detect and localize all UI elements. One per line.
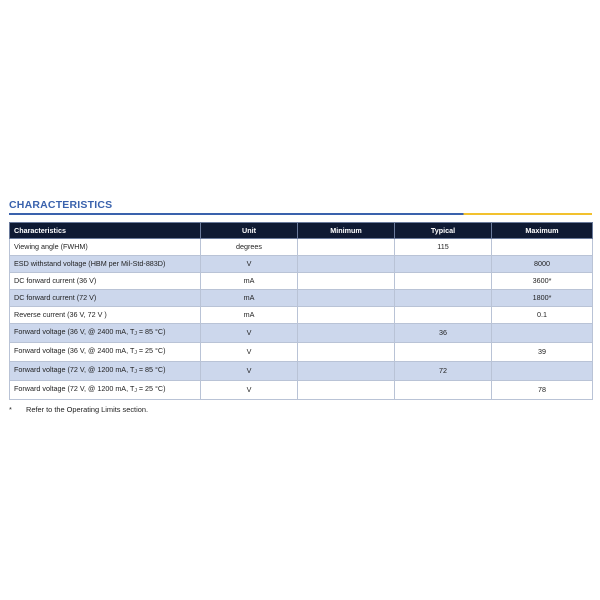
cell-minimum [298,290,395,307]
cell-maximum: 78 [492,381,593,400]
cell-minimum [298,381,395,400]
cell-unit: V [201,343,298,362]
cell-minimum [298,343,395,362]
table-row [10,343,593,362]
table-row [10,239,593,256]
cell-unit: V [201,324,298,343]
cell-minimum [298,307,395,324]
cell-characteristic: DC forward current (72 V) [10,290,201,307]
cell-characteristic [10,362,201,381]
table-row [10,273,593,290]
footnote [9,405,592,414]
cell-unit: mA [201,273,298,290]
cell-unit: V [201,256,298,273]
cell-characteristic: ESD withstand voltage (HBM per Mil-Std-883D) [10,256,201,273]
cell-typical [395,381,492,400]
cell-unit: V [201,381,298,400]
cell-typical [395,307,492,324]
characteristic-text: Forward voltage (72 V, @ 1200 mA, T [14,384,135,393]
cell-characteristic: DC forward current (36 V) [10,273,201,290]
cell-maximum: 0.1 [492,307,593,324]
cell-minimum [298,324,395,343]
cell-characteristic [10,324,201,343]
junction-subscript: J [134,350,137,356]
cell-maximum [492,362,593,381]
cell-typical [395,273,492,290]
table-row [10,307,593,324]
cell-unit: degrees [201,239,298,256]
characteristic-text: Forward voltage (36 V, @ 2400 mA, T [14,327,135,336]
cell-characteristic: Viewing angle (FWHM) [10,239,201,256]
footnote-mark: * [9,405,12,414]
cell-characteristic: Reverse current (36 V, 72 V ) [10,307,201,324]
cell-unit: V [201,362,298,381]
cell-maximum: 1800* [492,290,593,307]
section-title: CHARACTERISTICS [9,199,113,211]
characteristic-text-end: = 85 °C) [136,327,166,336]
cell-minimum [298,256,395,273]
cell-maximum [492,324,593,343]
header-minimum: Minimum [298,223,395,239]
cell-typical [395,343,492,362]
table-header-row [10,223,593,239]
cell-characteristic [10,381,201,400]
characteristics-table [9,222,593,400]
cell-typical: 36 [395,324,492,343]
cell-maximum: 39 [492,343,593,362]
cell-minimum [298,362,395,381]
cell-minimum [298,273,395,290]
title-underline [9,213,592,215]
table-row [10,256,593,273]
cell-maximum [492,239,593,256]
characteristic-text: Forward voltage (72 V, @ 1200 mA, T [14,365,135,374]
cell-typical: 115 [395,239,492,256]
junction-subscript: J [134,369,137,375]
cell-typical [395,290,492,307]
table-row [10,381,593,400]
table-row [10,324,593,343]
cell-unit: mA [201,290,298,307]
junction-subscript: J [134,331,137,337]
cell-typical [395,256,492,273]
characteristic-text-end: = 25 °C) [136,384,166,393]
cell-maximum: 3600* [492,273,593,290]
cell-minimum [298,239,395,256]
junction-subscript: J [134,388,137,394]
header-typical: Typical [395,223,492,239]
cell-unit: mA [201,307,298,324]
table-row [10,290,593,307]
characteristic-text: Forward voltage (36 V, @ 2400 mA, T [14,346,135,355]
cell-typical: 72 [395,362,492,381]
characteristic-text-end: = 85 °C) [136,365,166,374]
cell-characteristic [10,343,201,362]
characteristic-text-end: = 25 °C) [136,346,166,355]
header-maximum: Maximum [492,223,593,239]
table-row [10,362,593,381]
footnote-text: Refer to the Operating Limits section. [26,405,149,414]
header-unit: Unit [201,223,298,239]
cell-maximum: 8000 [492,256,593,273]
characteristics-section [9,199,592,414]
header-characteristics: Characteristics [10,223,201,239]
